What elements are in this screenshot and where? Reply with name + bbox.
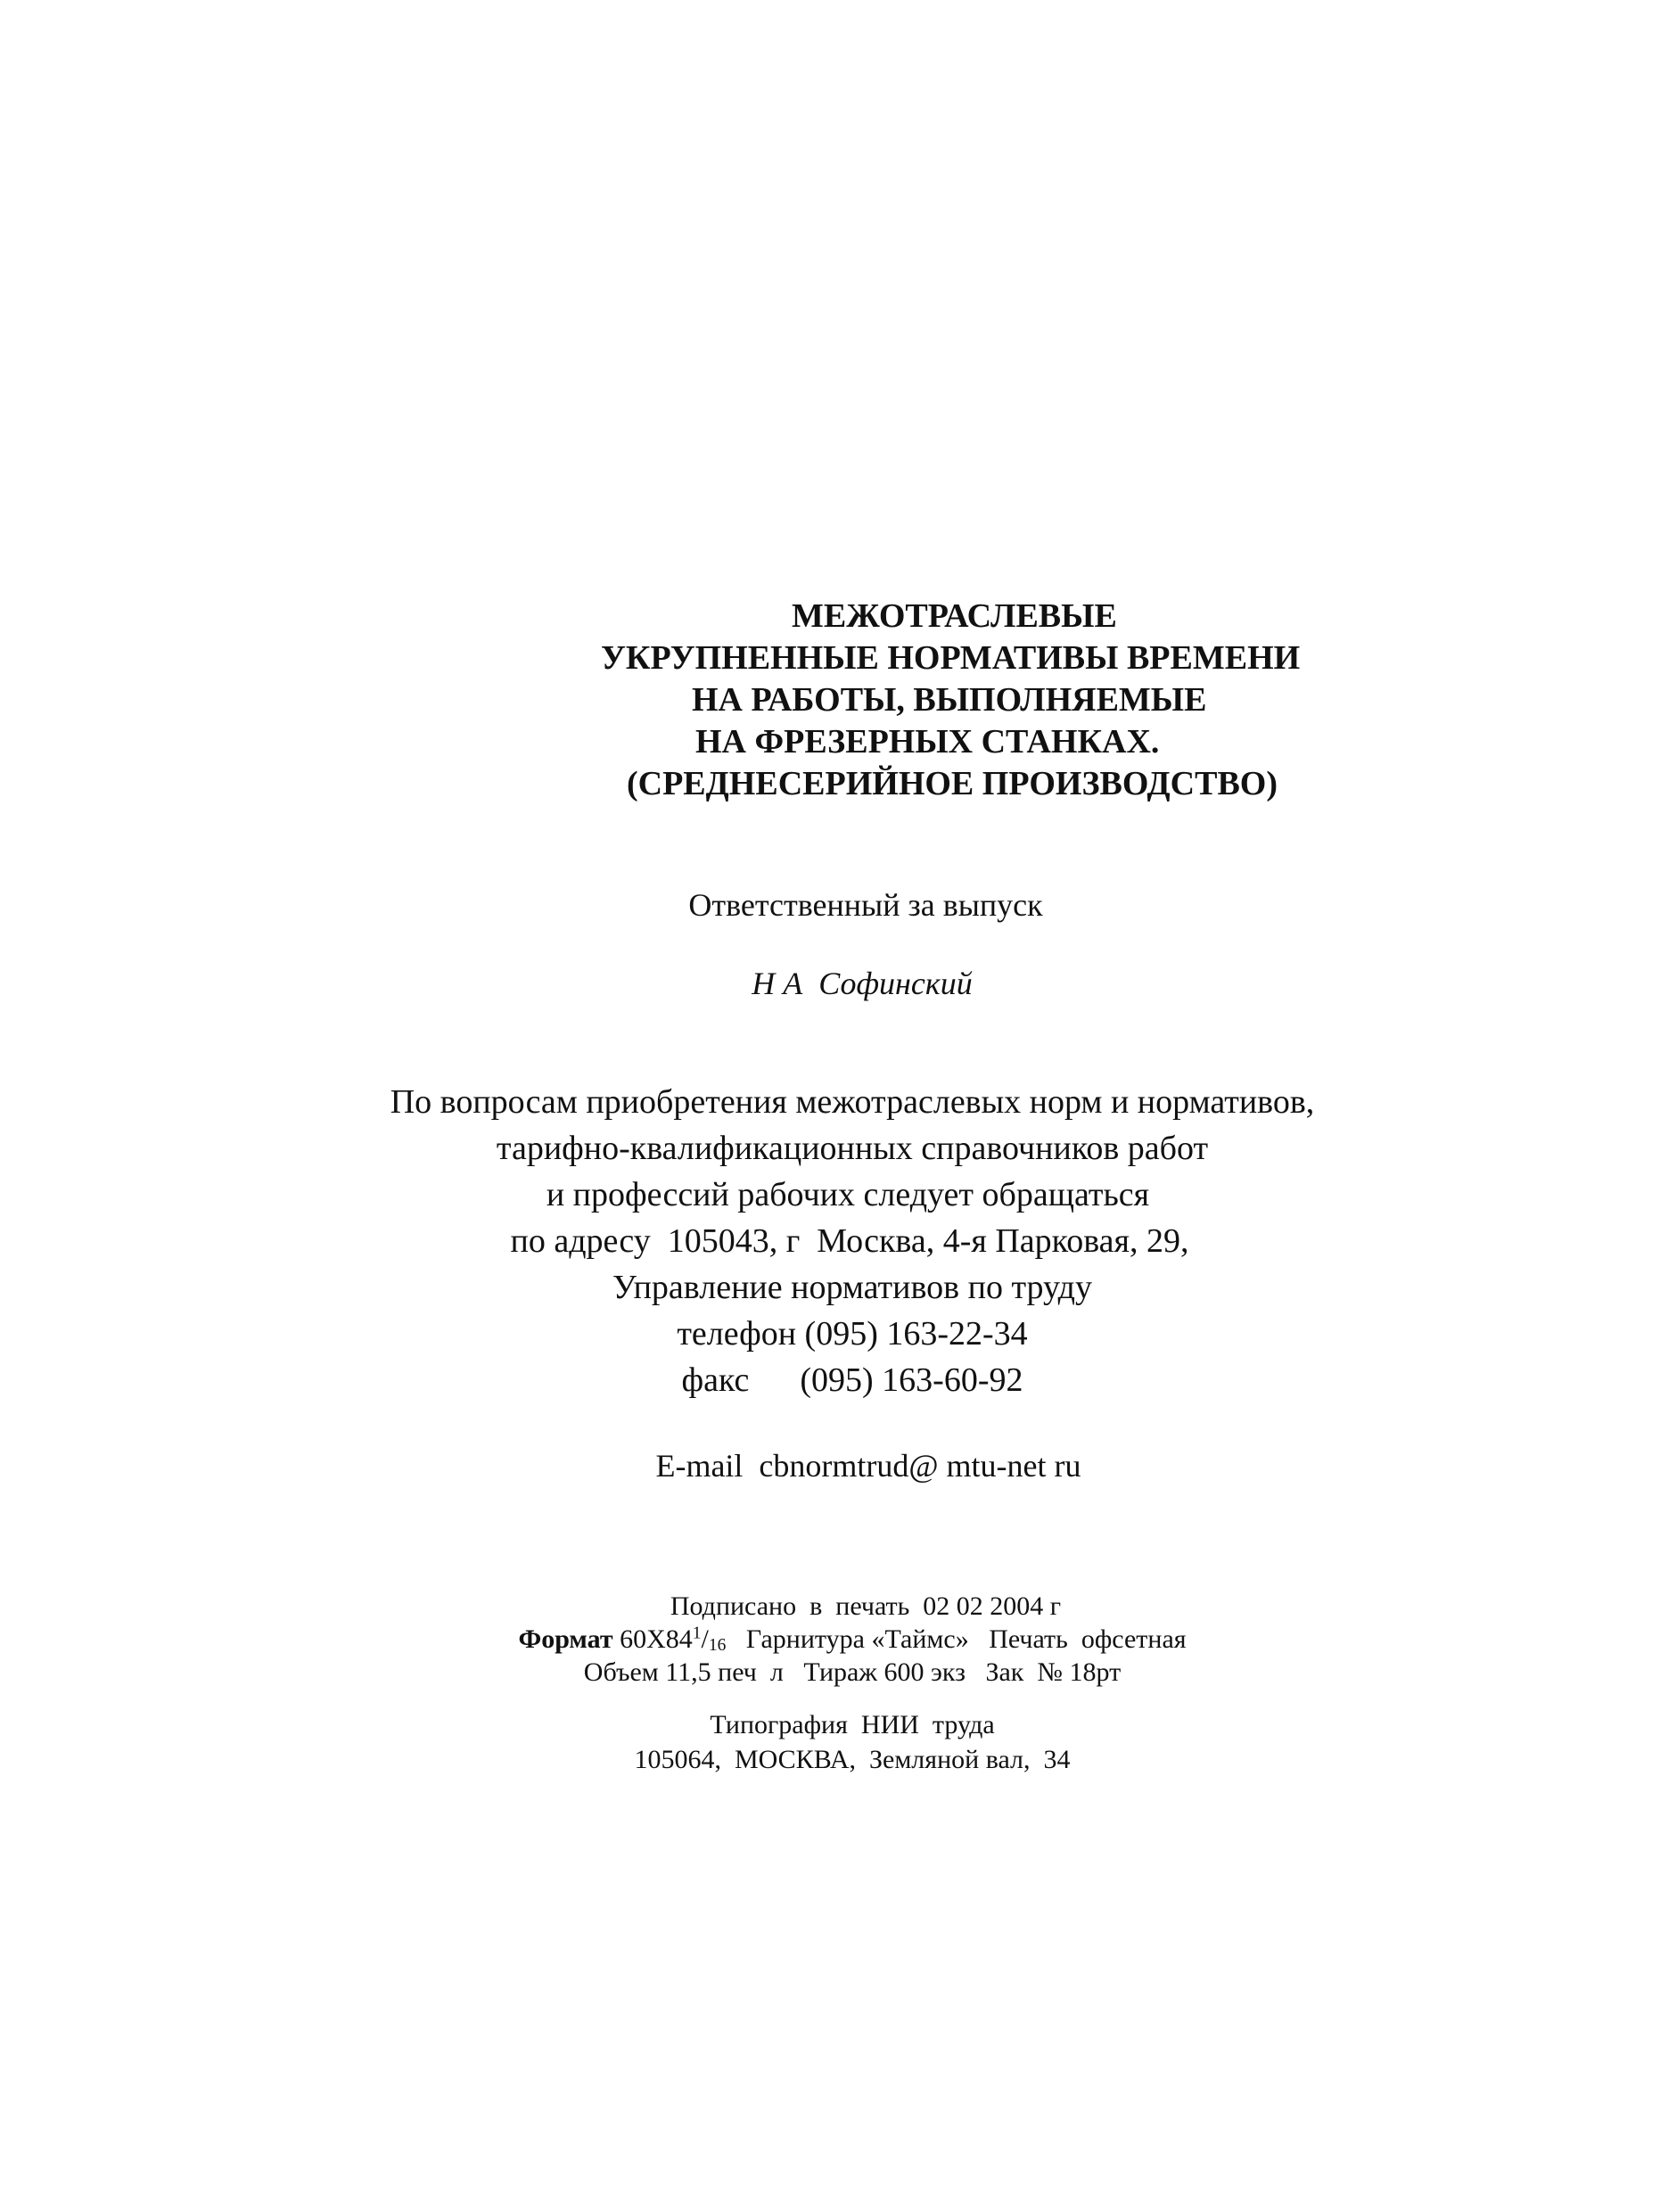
imprint-volume: Объем 11,5 печ л Тираж 600 экз Зак № 18рт bbox=[583, 1657, 1122, 1687]
imprint-printer: Типография НИИ труда bbox=[710, 1710, 995, 1739]
contact-line-6: телефон (095) 163-22-34 bbox=[677, 1315, 1028, 1353]
contact-line-4: по адресу 105043, г Москва, 4-я Парковая, 29, bbox=[510, 1222, 1189, 1260]
responsible-label bbox=[0, 885, 1660, 925]
contact-line-1: По вопросам приобретения межотраслевых норм и нормативов, bbox=[390, 1083, 1315, 1121]
email-text: E-mail cbnormtrud@ mtu-net ru bbox=[655, 1448, 1081, 1484]
imprint-address: 105064, МОСКВА, Земляной вал, 34 bbox=[634, 1745, 1071, 1774]
contact-info bbox=[0, 1079, 1660, 1403]
responsible-name-text: Н А Софинский bbox=[752, 966, 973, 1001]
format-value: 60Х84 bbox=[620, 1624, 693, 1654]
title-line-2: УКРУПНЕННЫЕ НОРМАТИВЫ ВРЕМЕНИ bbox=[601, 639, 1301, 677]
title-line-5: (СРЕДНЕСЕРИЙНОЕ ПРОИЗВОДСТВО) bbox=[627, 765, 1278, 802]
document-title bbox=[0, 596, 1660, 805]
contact-line-5: Управление нормативов по труду bbox=[612, 1269, 1092, 1306]
responsible-label-text: Ответственный за выпуск bbox=[688, 887, 1043, 923]
printer-info bbox=[0, 1707, 1660, 1777]
title-line-1: МЕЖОТРАСЛЕВЫЕ bbox=[792, 597, 1117, 635]
format-rest: Гарнитура «Таймс» Печать офсетная bbox=[745, 1624, 1187, 1654]
contact-line-3: и профессий рабочих следует обращаться bbox=[546, 1176, 1150, 1213]
title-line-4: НА ФРЕЗЕРНЫХ СТАНКАХ. bbox=[695, 723, 1160, 761]
format-label: Формат bbox=[518, 1624, 613, 1654]
imprint-signed: Подписано в печать 02 02 2004 г bbox=[670, 1591, 1062, 1621]
format-sub: 16 bbox=[708, 1635, 727, 1655]
imprint-format: Формат $60Х84^1/_{16}$ Гарнитура «Таймс» Печать офсетная bbox=[518, 1624, 1187, 1655]
title-line-3: НА РАБОТЫ, ВЫПОЛНЯЕМЫЕ bbox=[692, 681, 1207, 719]
contact-line-2: тарифно-квалификационных справочников работ bbox=[496, 1130, 1209, 1167]
responsible-name bbox=[0, 964, 1660, 1003]
format-sup: 1 bbox=[692, 1624, 702, 1643]
contact-line-7: факс (095) 163-60-92 bbox=[681, 1361, 1023, 1399]
email-line bbox=[0, 1446, 1660, 1485]
imprint-info bbox=[0, 1590, 1660, 1689]
